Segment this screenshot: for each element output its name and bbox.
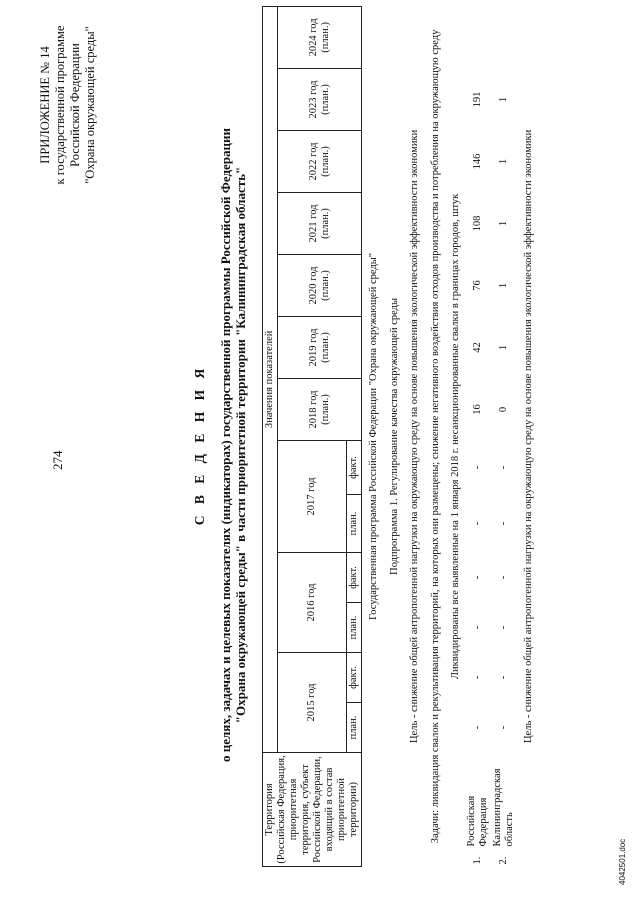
year-header: 2017 год: [278, 440, 347, 552]
appendix-line: к государственной программе: [53, 25, 67, 185]
cell-value: -: [472, 575, 483, 580]
appendix-line: ПРИЛОЖЕНИЕ № 14: [38, 46, 52, 164]
cell-value: 1: [498, 96, 509, 103]
plan-year-header: 2024 год (план.): [278, 6, 362, 68]
indicator-title: Ликвидированы все выявленные на 1 января 2018 г. несанкционированные свалки в границах городов, штук: [450, 193, 461, 680]
cell-value: -: [498, 625, 509, 630]
table-row: [491, 6, 517, 866]
cell-value: 108: [472, 215, 483, 232]
cell-value: 1: [498, 158, 509, 165]
title-heading: С В Е Д Е Н И Я: [192, 364, 207, 526]
cell-value: 42: [472, 342, 483, 353]
territory-header: Территория (Российская Федерация, приоритетная территория, субъект Российской Федерации, входящий в состав приоритетной территории): [263, 752, 362, 866]
document-id: 4042501.doc: [618, 838, 627, 885]
row-territory: Российская Федерация: [465, 795, 489, 847]
cell-value: 146: [472, 153, 483, 170]
subprogram-title: Подпрограмма 1. Регулирование качества окружающей среды: [388, 297, 400, 575]
goal-text: Цель - снижение общей антропогенной нагрузки на окружающую среду на основе повышения экологической эффективности экономики: [409, 129, 420, 744]
plan-year-header: 2018 год (план.): [278, 378, 362, 440]
plan-year-header: 2022 год (план.): [278, 130, 362, 192]
cell-value: 16: [472, 404, 483, 415]
fact-header: факт.: [347, 440, 362, 494]
fact-header: факт.: [347, 552, 362, 602]
row-number: 2.: [498, 856, 509, 865]
appendix-line: "Охрана окружающей среды": [83, 26, 97, 184]
cell-value: 191: [472, 91, 483, 108]
row-territory: Калининградская область: [491, 768, 515, 847]
plan-year-header: 2020 год (план.): [278, 254, 362, 316]
cell-value: 1: [498, 220, 509, 227]
cell-value: -: [472, 625, 483, 630]
cell-value: 76: [472, 280, 483, 291]
plan-header: план.: [347, 494, 362, 552]
plan-year-header: 2023 год (план.): [278, 68, 362, 130]
cell-value: -: [498, 725, 509, 730]
footer-goal-text: Цель - снижение общей антропогенной нагрузки на окружающую среду на основе повышения экологической эффективности экономики: [522, 129, 534, 744]
appendix-line: Российской Федерации: [68, 43, 82, 167]
fact-header: факт.: [347, 652, 362, 702]
cell-value: 0: [498, 406, 509, 413]
cell-value: -: [498, 465, 509, 470]
plan-year-header: 2021 год (план.): [278, 192, 362, 254]
cell-value: 1: [498, 344, 509, 351]
indicators-table: [262, 6, 537, 867]
cell-value: -: [472, 675, 483, 680]
cell-value: 1: [498, 282, 509, 289]
plan-year-header: 2019 год (план.): [278, 316, 362, 378]
row-number: 1.: [472, 856, 483, 865]
plan-header: план.: [347, 602, 362, 652]
tasks-text: Задачи: ликвидация свалок и рекультивация территорий, на которых они размещены; снижение негативного воздействия отходов производства и потребления на окружающую среду: [429, 29, 441, 844]
year-header: 2016 год: [278, 552, 347, 652]
page-number: 274: [50, 450, 65, 470]
title-line: "Охрана окружающей среды" в части приоритетной территории "Калининградская область": [233, 166, 248, 724]
program-title: Государственная программа Российской Федерации "Охрана окружающей среды": [368, 252, 379, 620]
year-header: 2015 год: [278, 652, 347, 752]
values-header: Значения показателей: [263, 6, 278, 752]
cell-value: -: [472, 725, 483, 730]
appendix-header: [38, 10, 98, 200]
table-row: [465, 6, 491, 866]
document-title: [192, 25, 248, 865]
cell-value: -: [472, 465, 483, 470]
cell-value: -: [498, 521, 509, 526]
cell-value: -: [472, 521, 483, 526]
plan-header: план.: [347, 702, 362, 752]
cell-value: -: [498, 675, 509, 680]
title-line: о целях, задачах и целевых показателях (индикаторах) государственной программы Российской Федерации: [218, 127, 233, 763]
cell-value: -: [498, 575, 509, 580]
